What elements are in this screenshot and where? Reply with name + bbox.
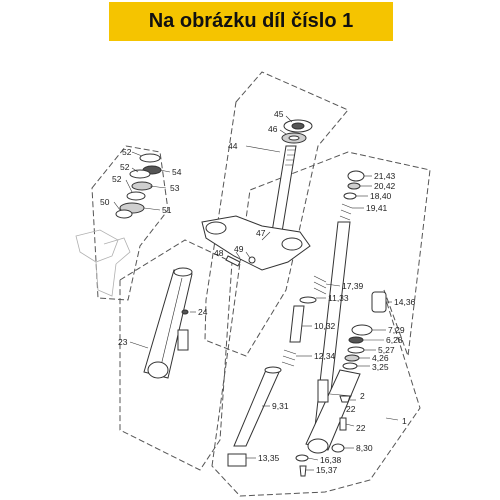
axle-boss-right <box>308 439 328 453</box>
label-49: 49 <box>234 244 244 254</box>
spring-12-34 <box>282 350 296 366</box>
label-18-40: 18,40 <box>370 191 392 201</box>
label-20-42: 20,42 <box>374 181 396 191</box>
label-51: 51 <box>162 205 172 215</box>
spring-17-39 <box>314 276 326 294</box>
label-2: 2 <box>360 391 365 401</box>
label-1: 1 <box>402 416 407 426</box>
label-5-27: 5,27 <box>378 345 395 355</box>
bolt-24 <box>182 310 188 314</box>
ring-20-42 <box>348 183 360 189</box>
bracket-clamp-left <box>206 222 226 234</box>
left-fork-axle-boss <box>148 362 168 378</box>
label-24: 24 <box>198 307 208 317</box>
left-fork-top <box>174 268 192 276</box>
label-44: 44 <box>228 141 238 151</box>
slider-14-36 <box>372 292 386 312</box>
outer-tube-top <box>265 367 281 373</box>
clamp-washer-52c <box>127 192 145 200</box>
banner-text: Na obrázku díl číslo 1 <box>148 10 354 32</box>
washer-16-38 <box>296 455 308 461</box>
bushing-3-25 <box>343 363 357 369</box>
label-16-38: 16,38 <box>320 455 342 465</box>
label-54: 54 <box>172 167 182 177</box>
bolt-22a <box>340 418 346 430</box>
label-4-26: 4,26 <box>372 353 389 363</box>
oil-seal-4-26 <box>345 355 359 361</box>
inner-tube-10-32 <box>290 306 304 342</box>
label-6-28: 6,28 <box>386 335 403 345</box>
clamp-collar-50 <box>116 210 132 218</box>
washer-5-27 <box>348 347 364 353</box>
label-8-30: 8,30 <box>356 443 373 453</box>
label-14-36: 14,36 <box>394 297 416 307</box>
label-47: 47 <box>256 228 266 238</box>
bracket-clamp-right <box>282 238 302 250</box>
label-12-34: 12,34 <box>314 351 336 361</box>
clamp-washer-52a <box>140 154 160 162</box>
label-48: 48 <box>214 248 224 258</box>
label-21-43: 21,43 <box>374 171 396 181</box>
label-19-41: 19,41 <box>366 203 388 213</box>
handlebar-bracket-sketch <box>76 230 130 296</box>
bearing-46-inner <box>289 136 299 140</box>
label-23: 23 <box>118 337 128 347</box>
left-fork-assembly <box>144 268 192 378</box>
left-fork-caliper-mount <box>178 330 188 350</box>
clamp-damper-53 <box>132 182 152 190</box>
label-52a: 52 <box>122 147 132 157</box>
bolt-22b <box>340 396 350 402</box>
label-45: 45 <box>274 109 284 119</box>
label-50: 50 <box>100 197 110 207</box>
label-46: 46 <box>268 124 278 134</box>
clamp-washer-52b <box>130 170 150 178</box>
label-53: 53 <box>170 183 180 193</box>
label-52c: 52 <box>112 174 122 184</box>
label-13-35: 13,35 <box>258 453 280 463</box>
cap-21-43 <box>348 171 364 181</box>
label-7-29: 7,29 <box>388 325 405 335</box>
seal-13-35 <box>228 454 246 466</box>
collar-11-33 <box>300 297 316 303</box>
drain-8-30 <box>332 444 344 452</box>
label-10-32: 10,32 <box>314 321 336 331</box>
label-52b: 52 <box>120 162 130 172</box>
clip-6-28 <box>349 337 363 343</box>
oring-18-40 <box>344 193 356 199</box>
label-9-31: 9,31 <box>272 401 289 411</box>
left-fork-tube-23 <box>144 270 192 378</box>
stem-shaft-44 <box>272 146 296 232</box>
caliper-boss-right <box>318 380 328 402</box>
label-3-25: 3,25 <box>372 362 389 372</box>
label-15-37: 15,37 <box>316 465 338 475</box>
label-22a: 22 <box>346 404 356 414</box>
bearing-45-inner <box>292 123 304 129</box>
label-22b: 22 <box>356 423 366 433</box>
spring-19-41 <box>340 204 352 220</box>
label-17-39: 17,39 <box>342 281 364 291</box>
dust-seal-7-29 <box>352 325 372 335</box>
bolt-15-37 <box>300 466 306 476</box>
label-11-33: 11,33 <box>328 293 349 303</box>
